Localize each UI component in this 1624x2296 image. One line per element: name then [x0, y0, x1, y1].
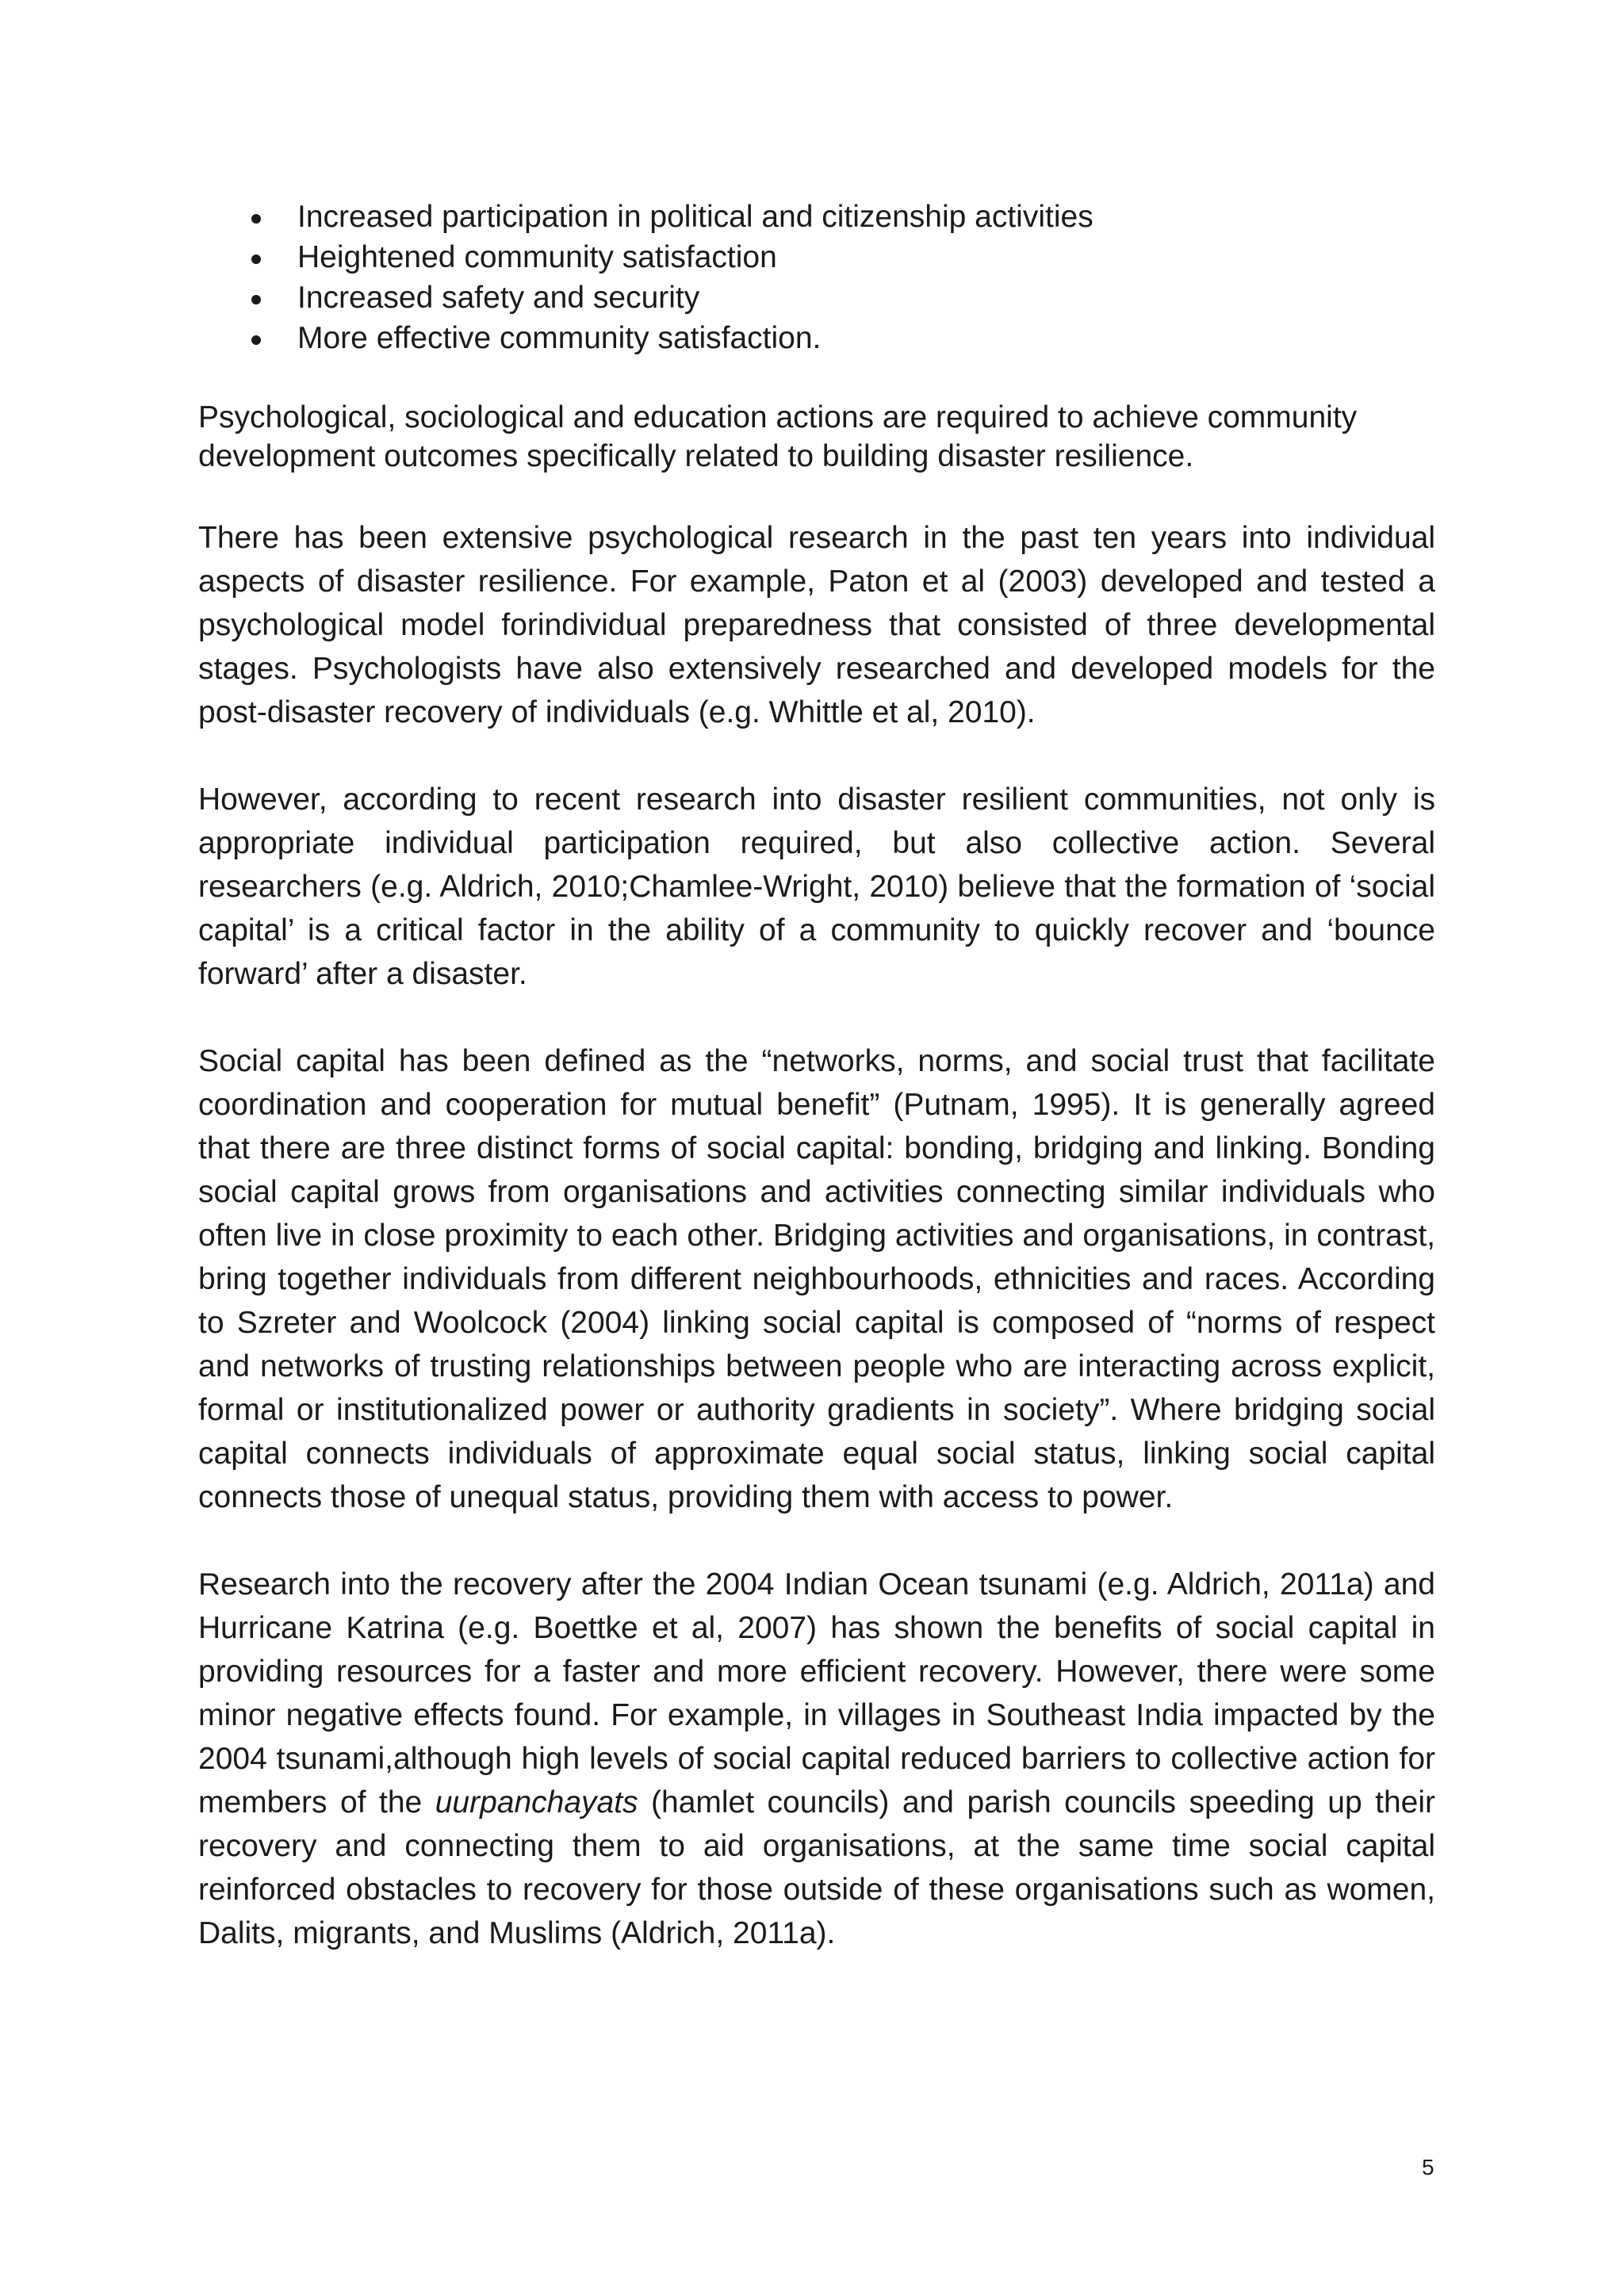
document-page	[198, 197, 1435, 1955]
bullet-icon	[251, 295, 261, 304]
bullet-text: Increased safety and security	[297, 281, 700, 315]
bullet-text: More effective community satisfaction.	[297, 321, 822, 355]
paragraph-psychological-research: There has been extensive psychological research in the past ten years into individual aspects of disaster resilience. For example, Paton et al (2003) developed and tested a psychological model forindividual preparedness that consisted of three developmental stages. Psychologists have also extensively researched and developed models for the post-disaster recovery of individuals (e.g. Whittle et al, 2010).	[198, 521, 1435, 729]
paragraph-text: (hamlet councils) and parish councils speeding up their recovery and connecting them to aid organisations, at the same time social capital reinforced obstacles to recovery for those outside of these organisations such as women, Dalits, migrants, and Muslims (Aldrich, 2011a).	[198, 1785, 1436, 1950]
paragraph-actions: Psychological, sociological and education actions are required to achieve community development outcomes specifically related to building disaster resilience.	[198, 400, 1358, 473]
bullet-icon	[251, 335, 261, 345]
outcomes-bullet-list	[198, 197, 1435, 358]
paragraph-text: Research into the recovery after the 2004 Indian Ocean tsunami (e.g. Aldrich, 2011a) and Hurricane Katrina (e.g. Boettke et al, 2007) has shown the benefits of social capital in providing resources for a faster and more efficient recovery. However, there were some minor negative effects found. For example, in villages in Southeast India impacted by the 2004 tsunami,although high levels of social capital reduced barriers to collective action for members of the	[198, 1567, 1435, 1820]
bullet-text: Increased participation in political and citizenship activities	[297, 200, 1094, 234]
bullet-item	[198, 318, 1435, 358]
bullet-item	[198, 237, 1435, 277]
bullet-item	[198, 277, 1435, 318]
bullet-icon	[251, 254, 261, 264]
page-number: 5	[1422, 2155, 1434, 2179]
bullet-text: Heightened community satisfaction	[297, 240, 777, 274]
paragraph-recovery-research	[198, 1563, 1435, 1955]
paragraph-collective-action: However, according to recent research into disaster resilient communities, not only is appropriate individual participation required, but also collective action. Several researchers (e.g. Aldrich, 2010;Chamlee-Wright, 2010) believe that the formation of ‘social capital’ is a critical factor in the ability of a community to quickly recover and ‘bounce forward’ after a disaster.	[198, 783, 1435, 991]
paragraph-social-capital-definition: Social capital has been defined as the “networks, norms, and social trust that facilitate coordination and cooperation for mutual benefit” (Putnam, 1995). It is generally agreed that there are three distinct forms of social capital: bonding, bridging and linking. Bonding social capital grows from organisations and activities connecting similar individuals who often live in close proximity to each other. Bridging activities and organisations, in contrast, bring together individuals from different neighbourhoods, ethnicities and races. According to Szreter and Woolcock (2004) linking social capital is composed of “norms of respect and networks of trusting relationships between people who are interacting across explicit, formal or institutionalized power or authority gradients in society”. Where bridging social capital connects individuals of approximate equal social status, linking social capital connects those of unequal status, providing them with access to power.	[198, 1044, 1435, 1514]
bullet-icon	[251, 214, 261, 224]
bullet-item	[198, 197, 1435, 237]
italic-term: uurpanchayats	[435, 1785, 638, 1820]
